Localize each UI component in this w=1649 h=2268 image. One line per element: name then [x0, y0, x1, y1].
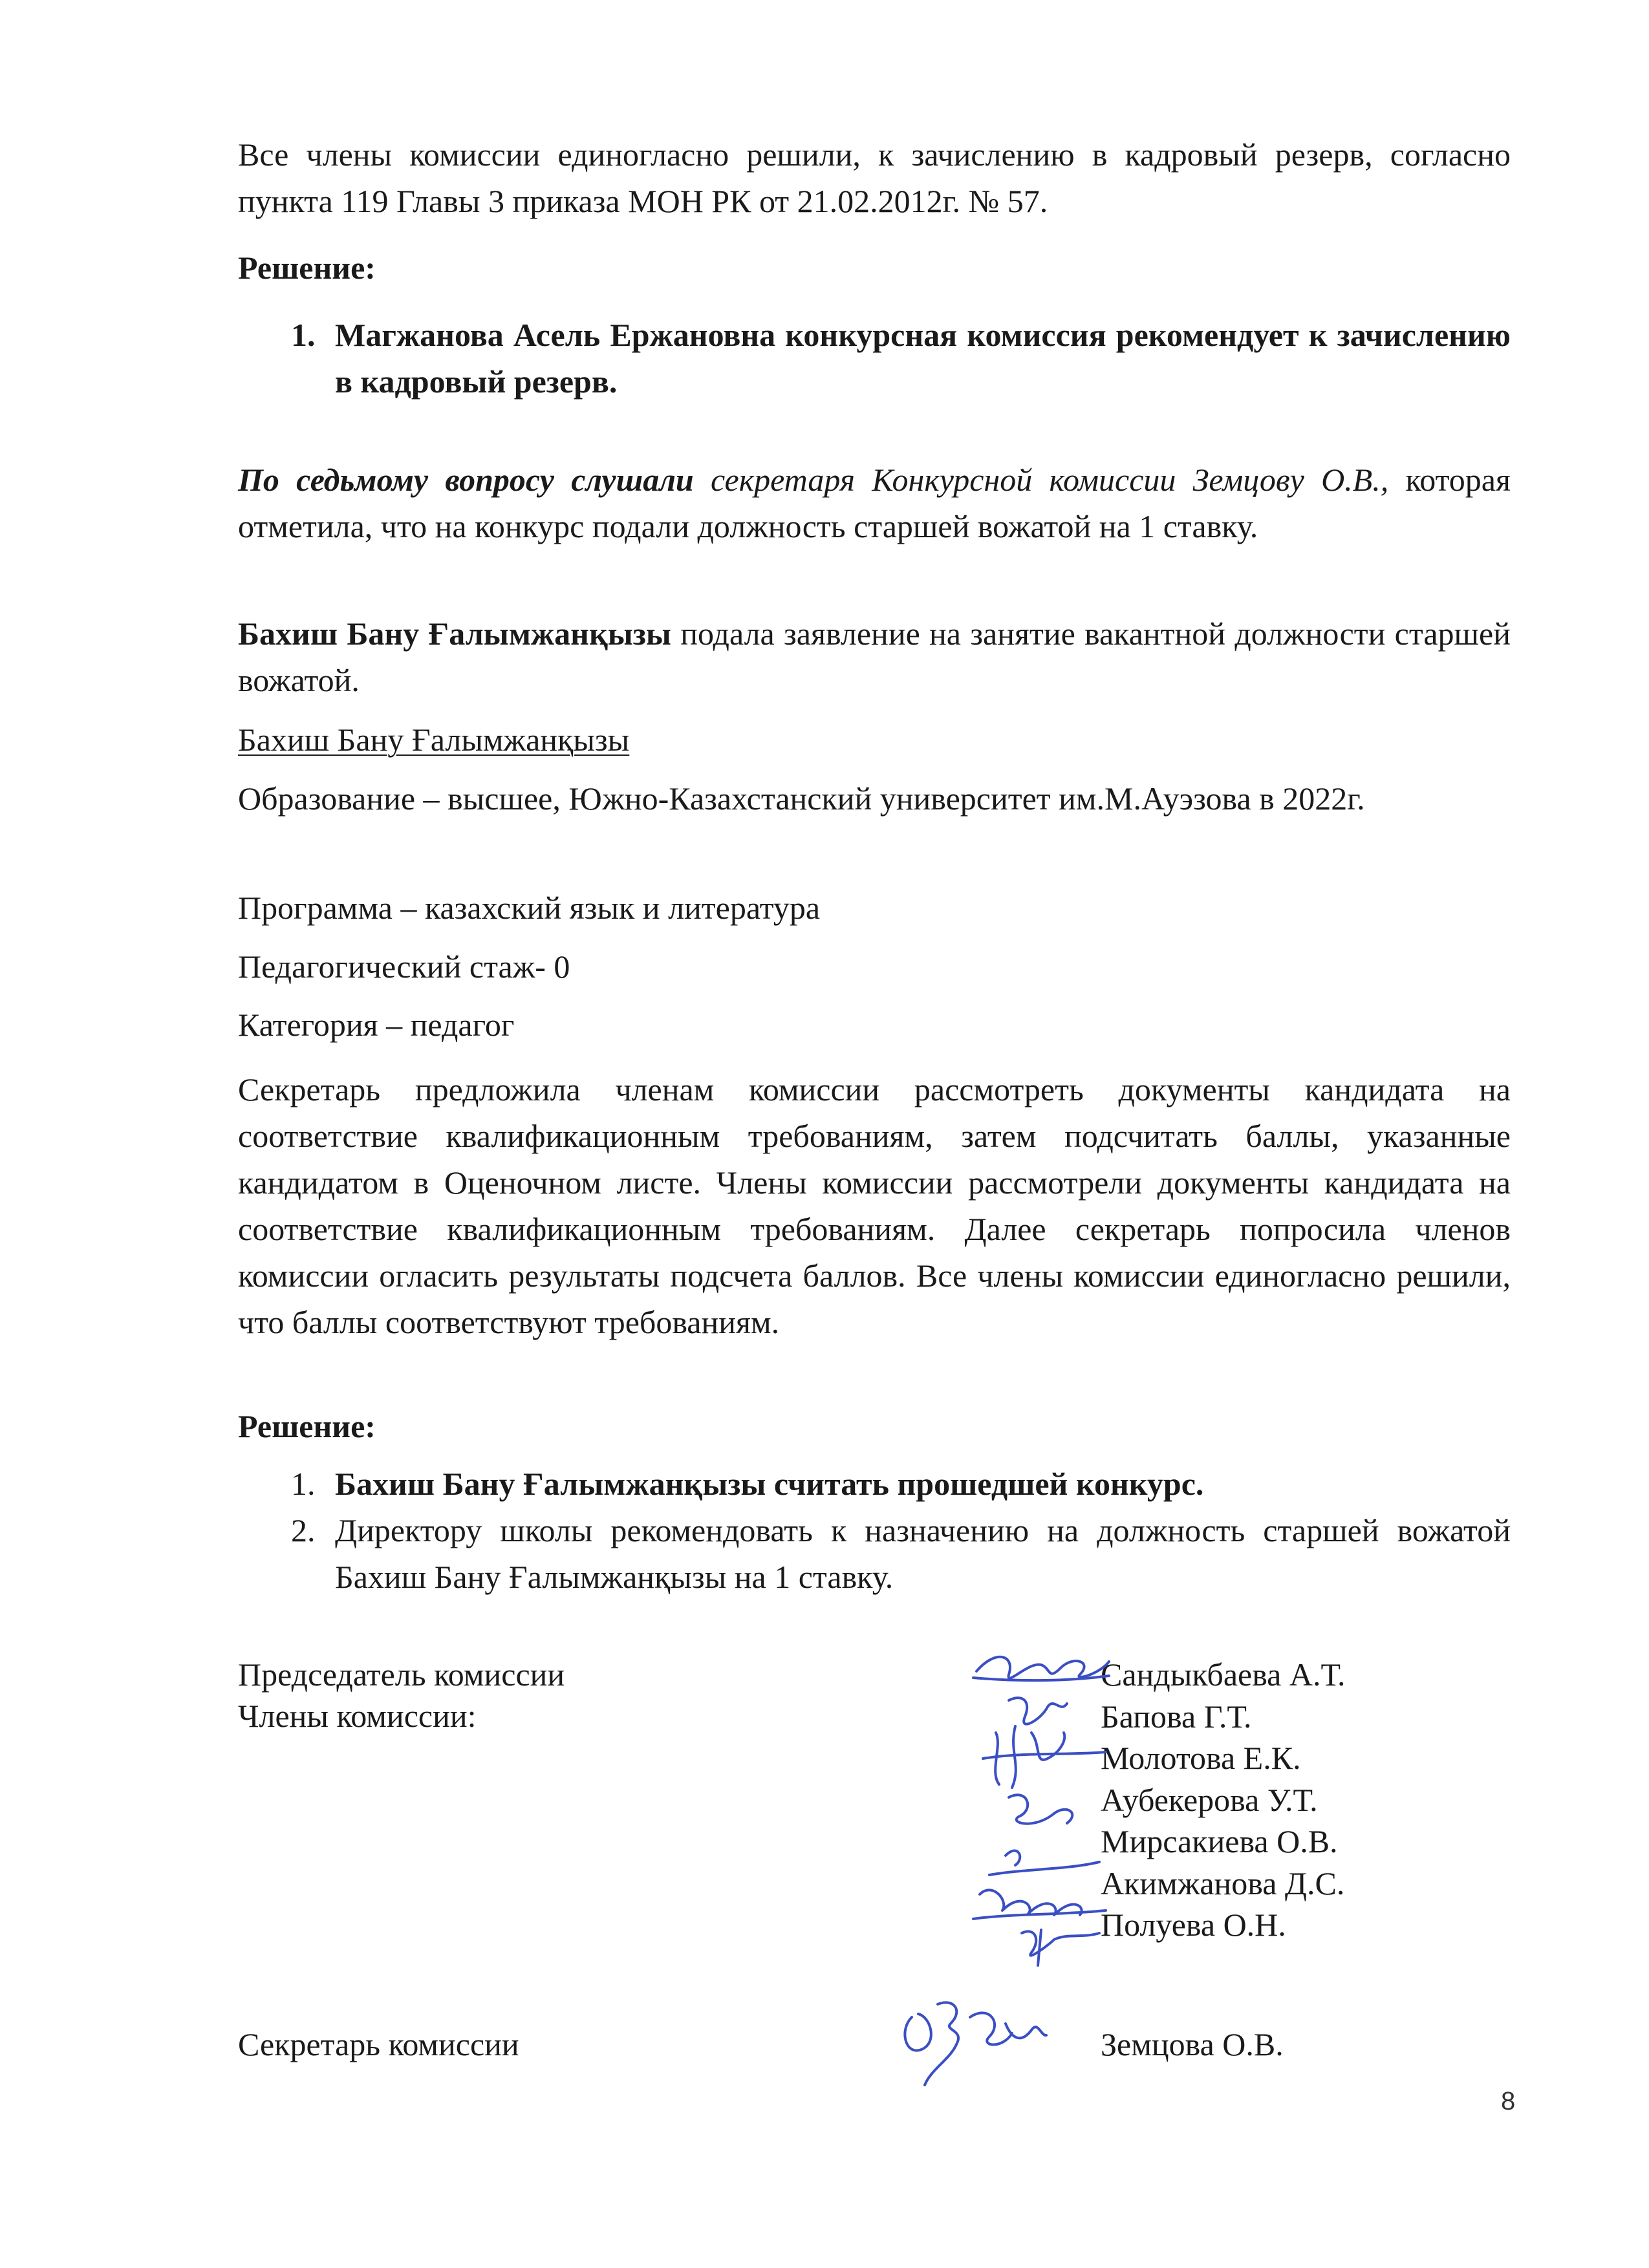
page-number: 8 [1501, 2087, 1516, 2115]
decision-list [238, 312, 1511, 405]
candidate-name-heading [238, 716, 1511, 763]
paragraph-commission-decision: Все члены комиссии единогласно решили, к зачислению в кадровый резерв, согласно пункта 119 Главы 3 приказа МОН РК от 21.02.2012г. № 57. [238, 136, 1511, 219]
signatory-name: Сандыкбаева А.Т. [1101, 1656, 1346, 1693]
paragraph-applicant-statement [238, 610, 1511, 703]
secretary-label: Секретарь комиссии [238, 2026, 519, 2062]
list-item [238, 312, 1511, 405]
list-item-text: Бахиш Бану Ғалымжанқызы считать прошедшей конкурс. [335, 1466, 1204, 1502]
decision-list [238, 1460, 1511, 1600]
statement-text: подала заявление на занятие вакантной должности старшей вожатой. [238, 615, 1511, 698]
signatory-name: Молотова Е.К. [1101, 1740, 1301, 1776]
list-item-text: Магжанова Асель Ержановна конкурсная комиссия рекомендует к зачислению в кадровый резерв. [335, 317, 1511, 400]
paragraph-secretary-proposal: Секретарь предложила членам комиссии рассмотреть документы кандидата на соответствие квалификационным требованиям, затем подсчитать баллы, указанные кандидатом в Оценочном листе. Члены комиссии рассмотрели документы кандидата на соответствие квалификационным требованиям. Далее секретарь попросила членов комиссии огласить результаты подсчета баллов. Все члены комиссии единогласно решили, что баллы соответствуют требованиям. [238, 1071, 1511, 1340]
applicant-name: Бахиш Бану Ғалымжанқызы [238, 615, 671, 652]
candidate-category: Категория – педагог [238, 1007, 515, 1043]
signatory-name: Полуева О.Н. [1101, 1907, 1286, 1943]
signatory-name: Мирсакиева О.В. [1101, 1823, 1338, 1859]
decision-heading: Решение: [238, 250, 376, 286]
candidate-experience: Педагогический стаж- 0 [238, 948, 570, 985]
members-label: Члены комиссии: [238, 1698, 477, 1734]
list-item-number: 1. [291, 317, 316, 353]
list-item [238, 1460, 1511, 1507]
list-item-text: Директору школы рекомендовать к назначению на должность старшей вожатой Бахиш Бану Ғалымжанқызы на 1 ставку. [335, 1512, 1511, 1595]
question-lead: По седьмому вопросу слушали [238, 462, 694, 498]
signatory-name: Акимжанова Д.С. [1101, 1865, 1345, 1901]
question-text: которая отметила, что на конкурс подали должность старшей вожатой на 1 ставку. [238, 462, 1511, 544]
chair-label: Председатель комиссии [238, 1656, 565, 1693]
member-signatures [970, 1636, 1112, 1972]
decision-heading: Решение: [238, 1408, 376, 1444]
candidate-name: Бахиш Бану Ғалымжанқызы [238, 722, 630, 758]
candidate-program: Программа – казахский язык и литература [238, 890, 821, 926]
list-item [238, 1507, 1511, 1600]
paragraph-seventh-question [238, 456, 1511, 550]
signatory-name: Аубекерова У.Т. [1101, 1781, 1318, 1818]
secretary-signature [892, 1978, 1048, 2088]
secretary-name: Земцова О.В. [1101, 2026, 1284, 2062]
signatory-name: Бапова Г.Т. [1101, 1698, 1252, 1735]
secretary-reference: секретаря Конкурсной комиссии Земцову О.В., [693, 462, 1389, 498]
candidate-education: Образование – высшее, Южно-Казахстанский университет им.М.Ауэзова в 2022г. [238, 780, 1365, 817]
list-item-number: 1. [291, 1466, 316, 1502]
list-item-number: 2. [291, 1512, 316, 1548]
signatory-list [1101, 1654, 1346, 1946]
